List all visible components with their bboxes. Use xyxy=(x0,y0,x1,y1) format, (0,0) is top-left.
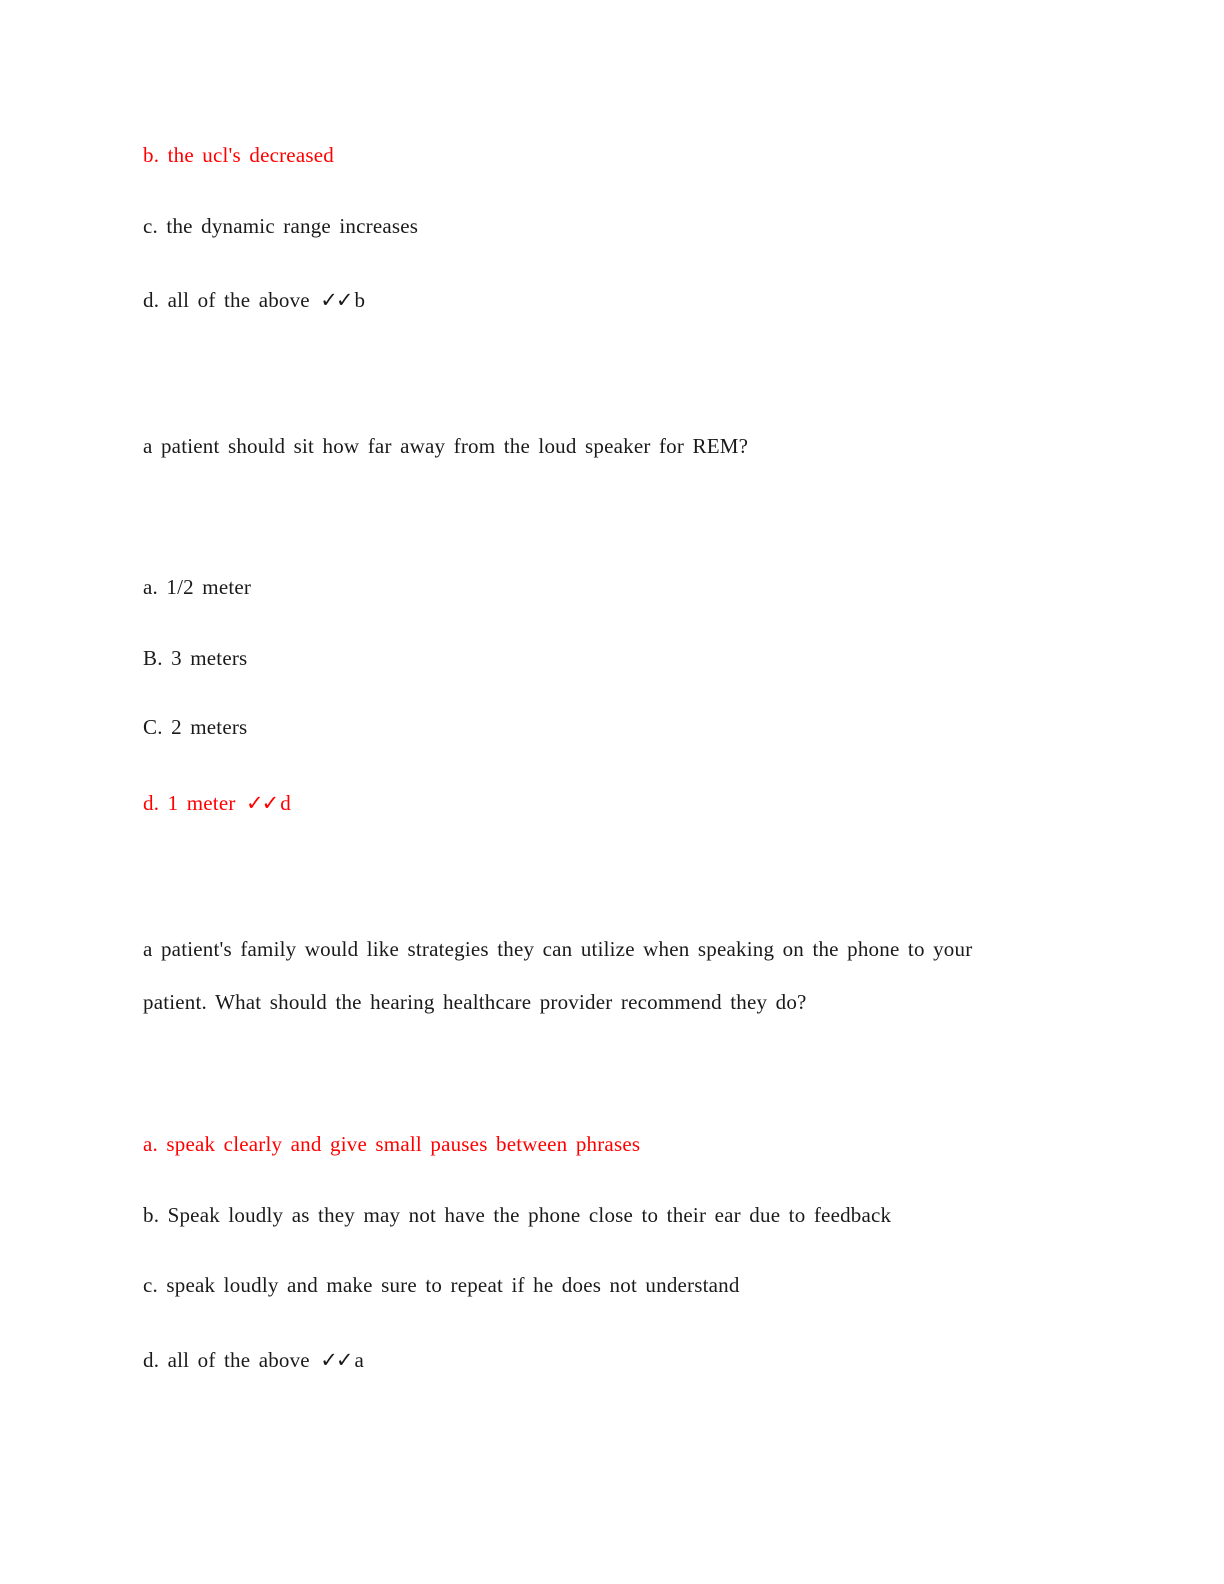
q1-answer-key: b xyxy=(354,288,366,312)
q2-option-d-correct xyxy=(143,793,291,814)
q3-option-a-text: a. speak clearly and give small pauses between phrases xyxy=(143,1132,641,1156)
q3-option-b xyxy=(143,1205,891,1226)
q3-option-c xyxy=(143,1275,740,1296)
q3-question-text-1: a patient's family would like strategies they can utilize when speaking on the phone to your xyxy=(143,937,973,961)
q1-option-c xyxy=(143,216,418,237)
q2-option-d-text: d. 1 meter xyxy=(143,791,236,815)
q2-option-c-text: C. 2 meters xyxy=(143,715,248,739)
q3-question-text-2: patient. What should the hearing healthcare provider recommend they do? xyxy=(143,990,807,1014)
q1-option-c-text: c. the dynamic range increases xyxy=(143,214,419,238)
q2-question xyxy=(143,436,748,457)
q3-option-d xyxy=(143,1350,364,1371)
double-checkmark-icon: ✓✓ xyxy=(246,791,278,815)
q2-option-b-text: B. 3 meters xyxy=(143,646,248,670)
q2-option-a xyxy=(143,577,251,598)
q3-question-line-2 xyxy=(143,992,807,1013)
q3-option-d-text: d. all of the above xyxy=(143,1348,310,1372)
double-checkmark-icon: ✓✓ xyxy=(320,1348,352,1372)
q2-option-b xyxy=(143,648,247,669)
q1-option-d xyxy=(143,290,365,311)
q1-option-b-text: b. the ucl's decreased xyxy=(143,143,334,167)
q1-option-d-text: d. all of the above xyxy=(143,288,310,312)
q3-option-b-text: b. Speak loudly as they may not have the phone close to their ear due to feedback xyxy=(143,1203,892,1227)
double-checkmark-icon: ✓✓ xyxy=(320,288,352,312)
q2-answer-key: d xyxy=(280,791,291,815)
q3-question-line-1 xyxy=(143,939,972,960)
q1-option-b-correct xyxy=(143,145,334,166)
q3-option-a-correct xyxy=(143,1134,640,1155)
q2-question-text: a patient should sit how far away from the loud speaker for REM? xyxy=(143,434,749,458)
q3-option-c-text: c. speak loudly and make sure to repeat if he does not understand xyxy=(143,1273,740,1297)
q3-answer-key: a xyxy=(354,1348,365,1372)
q2-option-a-text: a. 1/2 meter xyxy=(143,575,252,599)
q2-option-c xyxy=(143,717,247,738)
